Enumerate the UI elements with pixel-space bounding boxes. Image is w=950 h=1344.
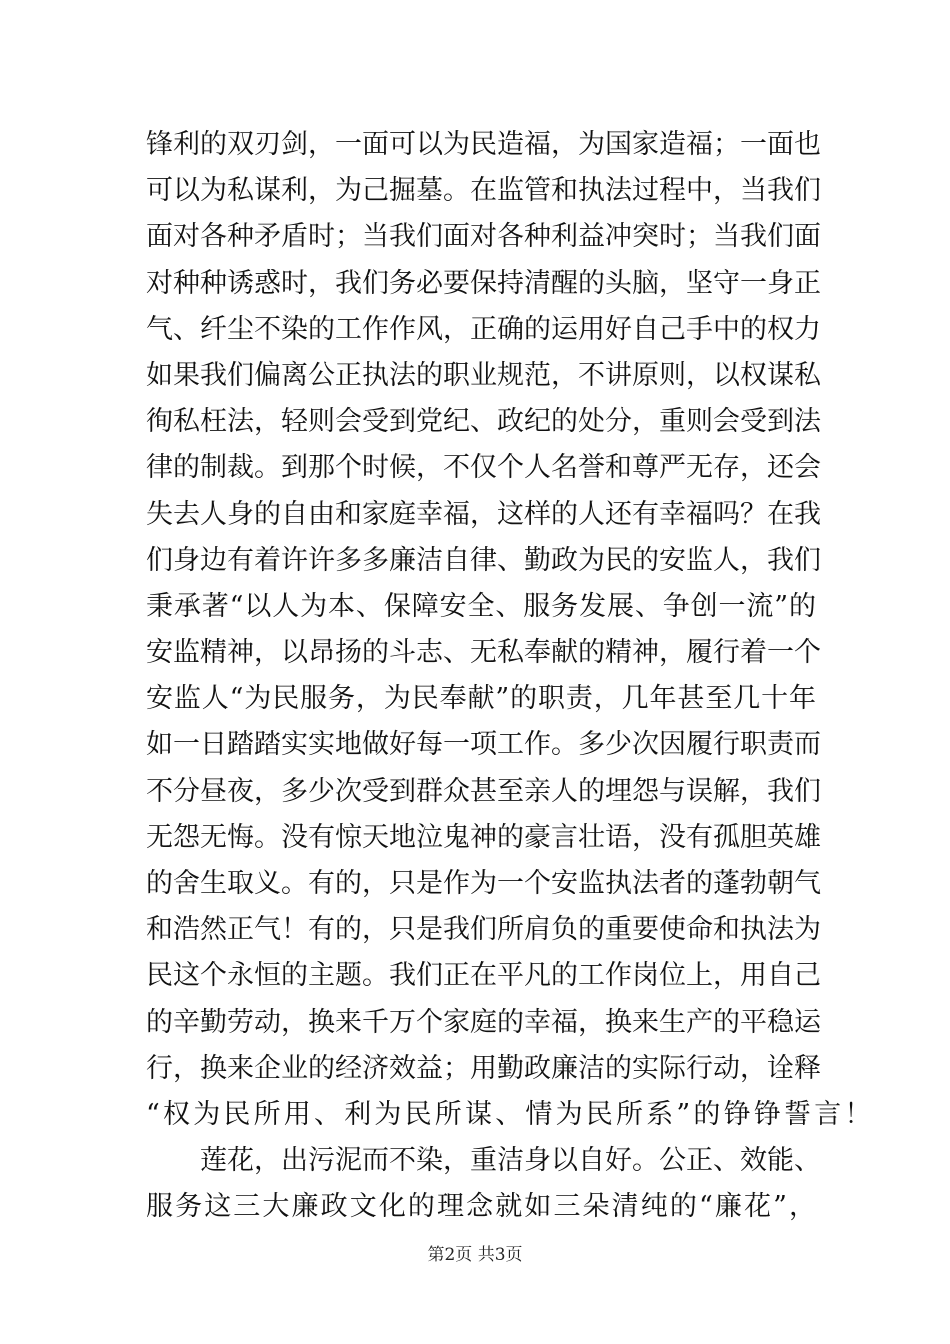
- text-line: 失去人身的自由和家庭幸福，这样的人还有幸福吗？在我: [146, 498, 821, 530]
- text-line: 民这个永恒的主题。我们正在平凡的工作岗位上，用自己: [146, 960, 821, 992]
- text-line: 的舍生取义。有的，只是作为一个安监执法者的蓬勃朝气: [146, 868, 821, 899]
- text-line: 如果我们偏离公正执法的职业规范，不讲原则，以权谋私: [146, 359, 821, 391]
- text-line: 对种种诱惑时，我们务必要保持清醒的头脑，坚守一身正: [146, 267, 821, 299]
- text-line: 安监精神，以昂扬的斗志、无私奉献的精神，履行着一个: [146, 637, 821, 669]
- text-line: 无怨无悔。没有惊天地泣鬼神的豪言壮语，没有孤胆英雄: [146, 821, 821, 853]
- text-line-paragraph-start: 莲花，出污泥而不染，重洁身以自好。公正、效能、: [146, 1145, 821, 1177]
- text-line: 的辛勤劳动，换来千万个家庭的幸福，换来生产的平稳运: [146, 1006, 821, 1038]
- text-line: 安监人“为民服务，为民奉献”的职责，几年甚至几十年: [146, 683, 816, 715]
- text-line: 徇私枉法，轻则会受到党纪、政纪的处分，重则会受到法: [146, 406, 821, 438]
- text-line: 服务这三大廉政文化的理念就如三朵清纯的“廉花”，: [146, 1191, 816, 1223]
- text-line: 如一日踏踏实实地做好每一项工作。多少次因履行职责而: [146, 729, 821, 761]
- text-line: 们身边有着许许多多廉洁自律、勤政为民的安监人，我们: [146, 544, 821, 576]
- text-line: 律的制裁。到那个时候，不仅个人名誉和尊严无存，还会: [146, 452, 821, 484]
- page-footer: [0, 1240, 950, 1265]
- text-line: 气、纤尘不染的工作作风，正确的运用好自己手中的权力: [146, 313, 821, 345]
- text-line: 面对各种矛盾时；当我们面对各种利益冲突时；当我们面: [146, 221, 821, 253]
- text-line: 不分昼夜，多少次受到群众甚至亲人的埋怨与误解，我们: [146, 775, 821, 807]
- text-line: 锋利的双刃剑，一面可以为民造福，为国家造福；一面也: [146, 129, 821, 160]
- text-line: 秉承著“以人为本、保障安全、服务发展、争创一流”的: [146, 590, 816, 622]
- page-number: 第2页 共3页: [427, 1245, 523, 1265]
- text-line: 可以为私谋利，为己掘墓。在监管和执法过程中，当我们: [146, 175, 821, 207]
- document-body: [146, 122, 875, 1231]
- text-line: 行，换来企业的经济效益；用勤政廉洁的实际行动，诠释: [146, 1052, 821, 1084]
- text-line-paragraph-end: “权为民所用、利为民所谋、情为民所系”的铮铮誓言！: [146, 1098, 875, 1130]
- text-line: 和浩然正气！有的，只是我们所肩负的重要使命和执法为: [146, 914, 821, 946]
